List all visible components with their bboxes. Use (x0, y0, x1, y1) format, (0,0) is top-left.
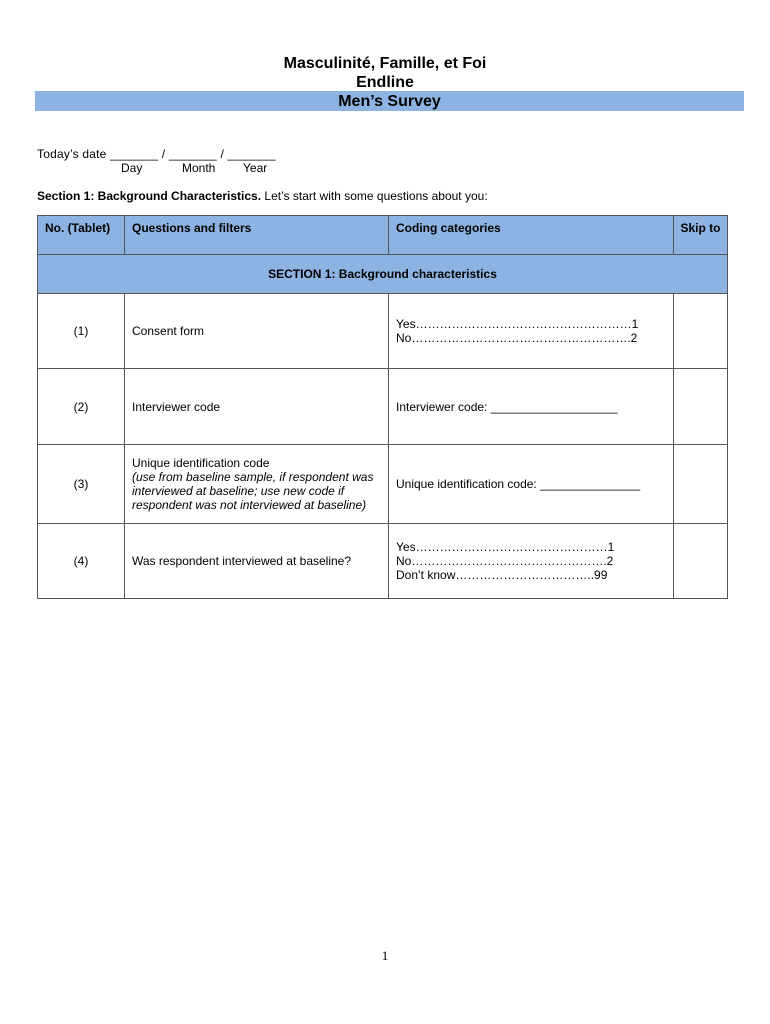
date-field-label: Today’s date _______ / _______ / _______ (37, 147, 276, 161)
document-subtitle: Endline (356, 74, 414, 91)
question-text: Interviewer code (132, 399, 221, 414)
code-option: Don’t know……………………………..99 (396, 568, 608, 582)
question-text: Unique identification code (132, 456, 270, 470)
header-no: No. (Tablet) (38, 216, 125, 255)
section-intro-text: Let’s start with some questions about you: (261, 189, 488, 203)
header-coding: Coding categories (389, 216, 674, 255)
table-row (38, 445, 728, 524)
date-year-label: Year (243, 161, 268, 175)
row-coding (389, 294, 674, 369)
row-skip (674, 294, 728, 369)
row-question (125, 524, 389, 599)
table-header-row (38, 216, 728, 255)
code-option: No………………………………………….2 (396, 554, 614, 568)
section-row (38, 255, 728, 294)
survey-banner: Men’s Survey (35, 91, 744, 111)
code-option: Interviewer code: ___________________ (396, 399, 618, 414)
row-question (125, 369, 389, 445)
document-title: Masculinité, Famille, et Foi (283, 55, 487, 72)
code-option: No……………………………………………….2 (396, 331, 638, 345)
row-skip (674, 524, 728, 599)
header-skip: Skip to (674, 216, 728, 255)
row-coding (389, 445, 674, 524)
table-row (38, 294, 728, 369)
section-title: SECTION 1: Background characteristics (38, 255, 728, 294)
row-skip (674, 445, 728, 524)
section-intro (37, 189, 488, 203)
survey-table (37, 215, 728, 599)
date-day-label: Day (121, 161, 143, 175)
row-number: (3) (38, 445, 125, 524)
header-questions: Questions and filters (125, 216, 389, 255)
row-number: (2) (38, 369, 125, 445)
date-month-label: Month (182, 161, 216, 175)
page-number: 1 (381, 948, 389, 963)
row-question (125, 445, 389, 524)
row-number: (1) (38, 294, 125, 369)
code-option: Unique identification code: _______________ (396, 477, 641, 491)
row-coding (389, 369, 674, 445)
code-option: Yes………………………………………………1 (396, 317, 639, 331)
table-row (38, 369, 728, 445)
section-intro-heading: Section 1: Background Characteristics. (37, 189, 262, 203)
row-skip (674, 369, 728, 445)
code-option: Yes…………………………………………1 (396, 540, 615, 554)
row-question (125, 294, 389, 369)
table-row (38, 524, 728, 599)
question-text: Consent form (132, 324, 205, 338)
question-note: (use from baseline sample, if respondent was interviewed at baseline; use new code if respondent was not interviewed at baseline) (132, 470, 374, 512)
question-text: Was respondent interviewed at baseline? (132, 554, 352, 568)
row-coding (389, 524, 674, 599)
row-number: (4) (38, 524, 125, 599)
